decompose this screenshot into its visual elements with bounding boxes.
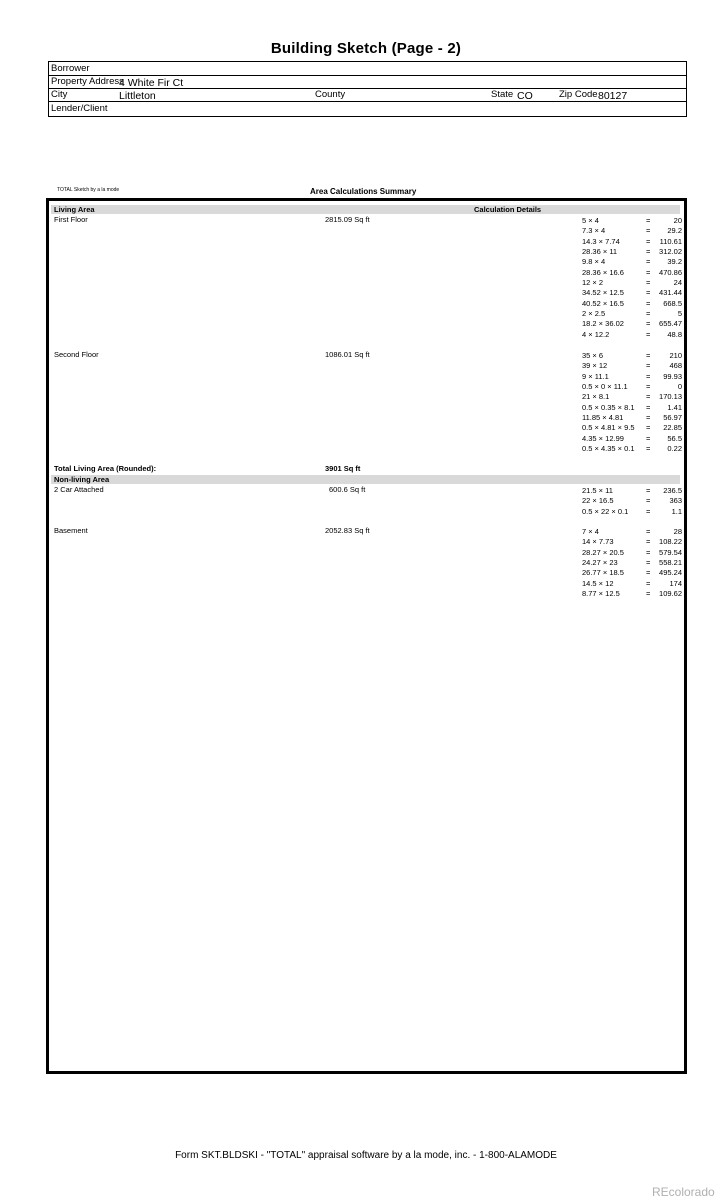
calc-equals: =	[646, 537, 651, 547]
address-row	[49, 75, 686, 89]
calc-expression: 40.52 × 16.5	[582, 298, 624, 308]
calc-expression: 14 × 7.73	[582, 537, 614, 547]
calculation-details-heading: Calculation Details	[474, 205, 542, 214]
calc-expression: 22 × 16.5	[582, 496, 614, 506]
calc-result: 1.41	[667, 402, 682, 412]
calc-row	[582, 568, 682, 578]
calc-expression: 9.8 × 4	[582, 257, 606, 267]
calc-row	[582, 268, 682, 278]
calc-equals: =	[646, 247, 651, 257]
city-value: Littleton	[119, 90, 156, 102]
calc-equals: =	[646, 226, 651, 236]
calc-equals: =	[646, 371, 651, 381]
non-living-area-heading: Non-living Area	[54, 475, 110, 484]
calc-equals: =	[646, 319, 651, 329]
calc-result: 174	[669, 578, 682, 588]
calc-equals: =	[646, 496, 651, 506]
calc-row	[582, 257, 682, 267]
calc-expression: 0.5 × 0.35 × 8.1	[582, 402, 635, 412]
calc-result: 495.24	[659, 568, 682, 578]
calc-row	[582, 330, 682, 340]
calc-row	[582, 548, 682, 558]
calc-expression: 14.3 × 7.74	[582, 236, 620, 246]
calc-expression: 34.52 × 12.5	[582, 288, 624, 298]
calc-result: 236.5	[663, 486, 682, 495]
calc-equals: =	[646, 257, 651, 267]
calc-expression: 28.36 × 16.6	[582, 267, 624, 277]
calc-row	[582, 403, 682, 413]
garage-label: 2 Car Attached	[54, 485, 104, 494]
calc-result: 109.62	[659, 589, 682, 599]
calc-equals: =	[646, 423, 651, 433]
basement-area: 2052.83 Sq ft	[325, 526, 370, 535]
lender-label: Lender/Client	[51, 103, 108, 114]
calc-result: 312.02	[659, 247, 682, 257]
calc-result: 22.85	[663, 423, 682, 433]
calc-result: 431.44	[659, 288, 682, 298]
calc-expression: 0.5 × 0 × 11.1	[582, 382, 628, 392]
calc-equals: =	[646, 298, 651, 308]
calc-equals: =	[646, 236, 651, 246]
area-calculations-frame	[46, 198, 687, 1074]
borrower-label: Borrower	[51, 63, 90, 74]
garage-area: 600.6 Sq ft	[329, 485, 366, 494]
calc-expression: 39 × 12	[582, 361, 608, 371]
calc-row	[582, 537, 682, 547]
calc-result: 655.47	[659, 319, 682, 329]
calc-row	[582, 309, 682, 319]
calc-row	[582, 589, 682, 599]
calc-equals: =	[646, 309, 651, 319]
city-row	[49, 88, 686, 102]
calc-result: 5	[677, 309, 682, 319]
calc-equals: =	[646, 568, 651, 578]
calc-expression: 8.77 × 12.5	[582, 589, 620, 599]
calc-result: 56.97	[663, 413, 682, 423]
calc-row	[582, 299, 682, 309]
calc-equals: =	[646, 486, 651, 495]
calc-result: 470.86	[659, 267, 682, 277]
calc-equals: =	[646, 578, 651, 588]
calc-expression: 35 × 6	[582, 351, 604, 360]
calc-equals: =	[646, 547, 651, 557]
property-header	[48, 61, 687, 117]
calc-expression: 4.35 × 12.99	[582, 433, 624, 443]
basement-label: Basement	[54, 526, 88, 535]
calc-row	[582, 486, 682, 496]
calc-row	[582, 351, 682, 361]
calc-expression: 0.5 × 4.81 × 9.5	[582, 423, 635, 433]
city-label: City	[51, 89, 68, 100]
recolorado-watermark: REcolorado	[652, 1185, 715, 1199]
calc-result: 170.13	[659, 392, 682, 402]
calc-result: 363	[669, 496, 682, 506]
county-label: County	[315, 89, 346, 100]
calc-equals: =	[646, 558, 651, 568]
calc-expression: 28.27 × 20.5	[582, 547, 624, 557]
zip-label: Zip Code	[559, 89, 598, 100]
calc-equals: =	[646, 351, 651, 360]
calc-equals: =	[646, 527, 651, 536]
zip-value: 80127	[598, 90, 628, 102]
calc-equals: =	[646, 382, 651, 392]
calc-expression: 28.36 × 11	[582, 247, 618, 257]
form-footer: Form SKT.BLDSKI - "TOTAL" appraisal software by a la mode, inc. - 1-800-ALAMODE	[175, 1150, 557, 1161]
calc-result: 99.93	[663, 371, 682, 381]
calc-row	[582, 496, 682, 506]
calc-expression: 2 × 2.5	[582, 309, 606, 319]
calc-row	[582, 413, 682, 423]
calc-equals: =	[646, 433, 651, 443]
state-label: State	[491, 89, 514, 100]
calc-result: 48.8	[667, 329, 682, 339]
non-living-area-band	[51, 475, 680, 484]
basement-calcs	[582, 527, 682, 599]
second-floor-area: 1086.01 Sq ft	[325, 350, 370, 359]
calc-expression: 12 × 2	[582, 278, 604, 288]
calc-equals: =	[646, 278, 651, 288]
calc-result: 29.2	[667, 226, 682, 236]
second-floor-label: Second Floor	[54, 350, 99, 359]
calc-expression: 21 × 8.1	[582, 392, 610, 402]
property-address-label: Property Address	[51, 76, 124, 87]
calc-expression: 21.5 × 11	[582, 486, 613, 495]
calc-row	[582, 434, 682, 444]
calc-result: 0.22	[667, 444, 682, 454]
calc-result: 39.2	[667, 257, 682, 267]
first-floor-label: First Floor	[54, 215, 88, 224]
calc-row	[582, 247, 682, 257]
calc-row	[582, 319, 682, 329]
calc-equals: =	[646, 444, 651, 454]
calc-expression: 7.3 × 4	[582, 226, 606, 236]
calc-expression: 9 × 11.1	[582, 371, 609, 381]
property-address-value: 4 White Fir Ct	[119, 77, 184, 89]
calc-row	[582, 423, 682, 433]
calc-row	[582, 237, 682, 247]
total-living-area-value: 3901 Sq ft	[325, 464, 361, 473]
calc-result: 468	[669, 361, 682, 371]
calc-row	[582, 558, 682, 568]
calc-row	[582, 372, 682, 382]
calc-row	[582, 444, 682, 454]
calc-result: 210	[669, 351, 682, 360]
calc-row	[582, 392, 682, 402]
calc-result: 110.61	[659, 236, 682, 246]
calc-equals: =	[646, 506, 651, 516]
calc-row	[582, 527, 682, 537]
calc-expression: 26.77 × 18.5	[582, 568, 624, 578]
calc-row	[582, 579, 682, 589]
calc-result: 668.5	[663, 298, 682, 308]
borrower-row	[49, 62, 686, 76]
calc-equals: =	[646, 589, 651, 599]
first-floor-calcs	[582, 216, 682, 340]
living-area-heading: Living Area	[54, 205, 95, 214]
garage-calcs	[582, 486, 682, 517]
calc-row	[582, 216, 682, 226]
calc-row	[582, 382, 682, 392]
calc-equals: =	[646, 361, 651, 371]
calc-result: 108.22	[659, 537, 682, 547]
calc-result: 20	[673, 216, 682, 225]
state-value: CO	[517, 90, 533, 102]
calc-expression: 0.5 × 22 × 0.1	[582, 506, 629, 516]
calc-result: 558.21	[659, 558, 682, 568]
calc-expression: 7 × 4	[582, 527, 599, 536]
calc-result: 24	[673, 278, 682, 288]
calc-equals: =	[646, 329, 651, 339]
calc-equals: =	[646, 216, 651, 225]
calc-result: 28	[673, 527, 682, 536]
calc-equals: =	[646, 392, 651, 402]
calc-row	[582, 288, 682, 298]
first-floor-area: 2815.09 Sq ft	[325, 215, 370, 224]
calc-result: 579.54	[659, 547, 682, 557]
living-area-band	[51, 205, 680, 214]
calc-equals: =	[646, 413, 651, 423]
total-living-area-label: Total Living Area (Rounded):	[54, 464, 157, 473]
second-floor-calcs	[582, 351, 682, 454]
calc-expression: 5 × 4	[582, 216, 599, 225]
calc-equals: =	[646, 402, 651, 412]
calc-expression: 0.5 × 4.35 × 0.1	[582, 444, 635, 454]
calc-expression: 18.2 × 36.02	[582, 319, 624, 329]
calc-row	[582, 507, 682, 517]
calc-result: 1.1	[671, 506, 682, 516]
summary-title: Area Calculations Summary	[310, 187, 417, 196]
calc-expression: 4 × 12.2	[582, 329, 610, 339]
calc-result: 56.5	[667, 433, 682, 443]
calc-expression: 11.85 × 4.81	[582, 413, 624, 423]
calc-row	[582, 361, 682, 371]
calc-expression: 14.5 × 12	[582, 578, 614, 588]
page-title: Building Sketch (Page - 2)	[270, 40, 462, 57]
lender-row	[49, 102, 686, 115]
calc-equals: =	[646, 267, 651, 277]
calc-expression: 24.27 × 23	[582, 558, 618, 568]
brand-small-text: TOTAL Sketch by a la mode	[57, 187, 120, 193]
calc-row	[582, 278, 682, 288]
calc-equals: =	[646, 288, 651, 298]
calc-result: 0	[677, 382, 682, 392]
calc-row	[582, 226, 682, 236]
